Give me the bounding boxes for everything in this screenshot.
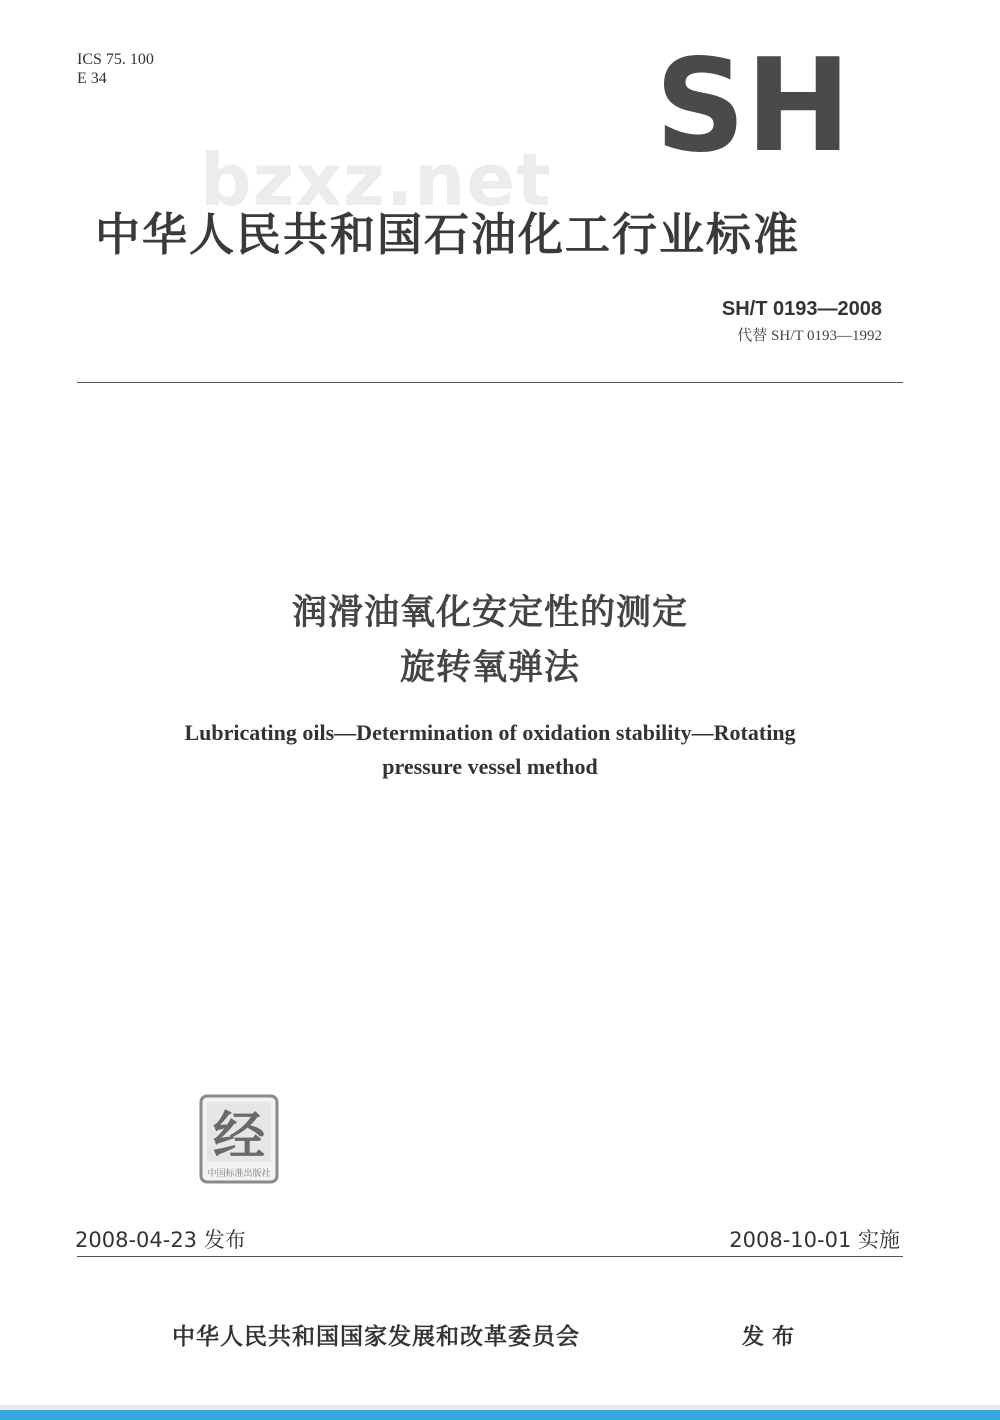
watermark: bzxz.net <box>200 138 552 222</box>
ccs-code: E 34 <box>77 70 107 87</box>
en-title-line1: Lubricating oils—Determination of oxidation stability—Rotating <box>184 720 796 745</box>
implementation-date: 2008-10-01 实施 <box>729 1228 900 1252</box>
bottom-divider <box>77 1256 903 1257</box>
top-divider <box>77 382 903 383</box>
cn-title-line2: 旋转氧弹法 <box>399 648 580 688</box>
sh-logo <box>653 55 853 155</box>
seal-glyph: 经 <box>212 1107 266 1167</box>
replaces-standard: 代替 SH/T 0193—1992 <box>737 328 882 344</box>
seal-caption: 中国标准出版社 <box>207 1169 271 1179</box>
issue-date: 2008-04-23 发布 <box>75 1228 246 1252</box>
sh-logo-text: SH <box>655 55 851 155</box>
publish-label: 发布 <box>742 1325 803 1350</box>
cn-title-line1: 润滑油氧化安定性的测定 <box>291 593 688 633</box>
publisher-seal <box>199 1094 279 1184</box>
en-title-line2: pressure vessel method <box>382 754 598 779</box>
standard-number: SH/T 0193—2008 <box>721 298 882 320</box>
ics-code: ICS 75. 100 <box>77 51 154 68</box>
bottom-bar <box>0 1405 1000 1420</box>
ics-classification <box>77 50 154 88</box>
publisher-name: 中华人民共和国国家发展和改革委员会 <box>172 1324 580 1350</box>
org-title: 中华人民共和国石油化工行业标准 <box>95 208 801 261</box>
